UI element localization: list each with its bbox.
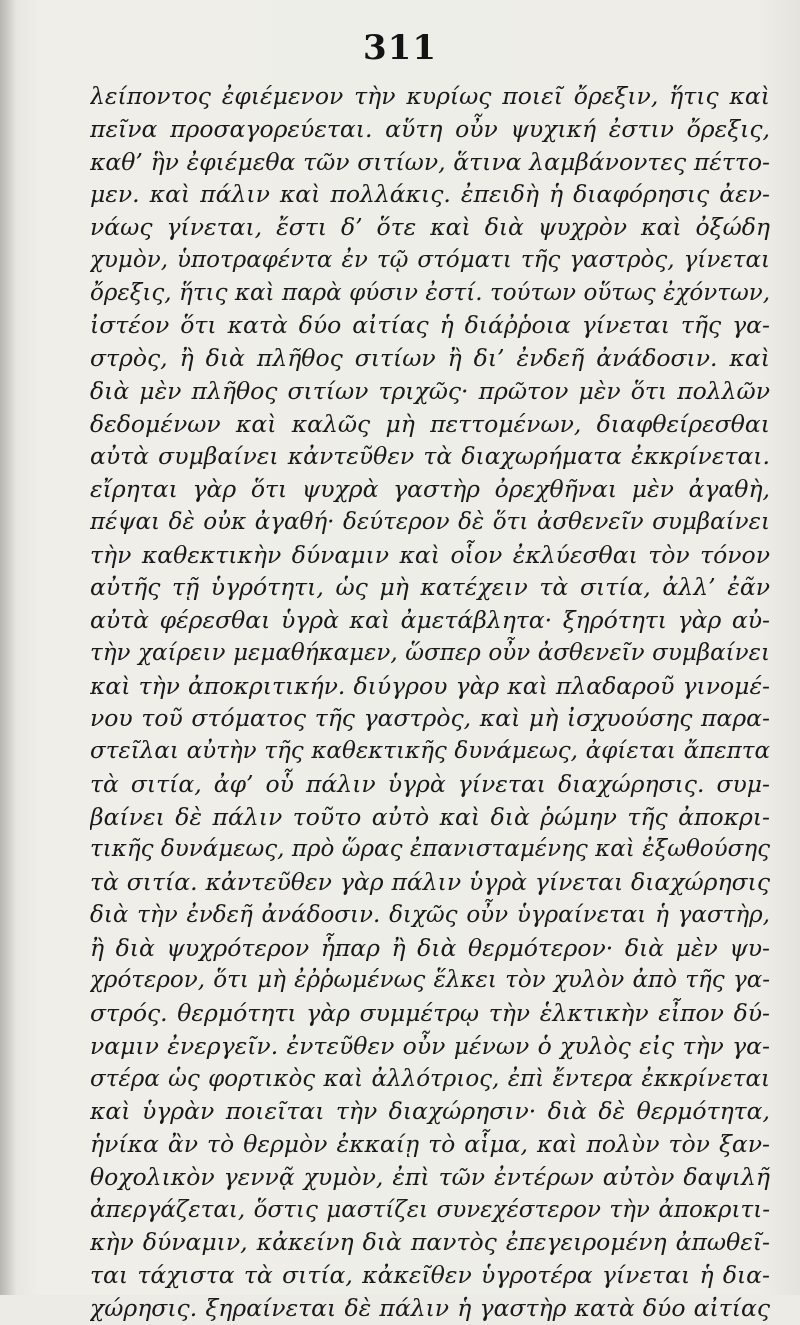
- text-line: νάως γίνεται, ἔστι δ’ ὅτε καὶ διὰ ψυχρὸν καὶ ὀξώδη: [90, 213, 770, 241]
- text-line: νου τοῦ στόματος τῆς γαστρὸς, καὶ μὴ ἰσχυούσης παρα-: [90, 704, 770, 733]
- text-line: στεῖλαι αὐτὴν τῆς καθεκτικῆς δυνάμεως, ἀφίεται ἄπεπτα: [90, 738, 770, 764]
- text-line: πέψαι δὲ οὐκ ἀγαθή· δεύτερον δὲ ὅτι ἀσθενεῖν συμβαίνει: [90, 508, 770, 535]
- text-line: τικῆς δυνάμεως, πρὸ ὥρας ἐπανισταμένης καὶ ἐξωθούσης: [90, 836, 770, 863]
- text-line: θοχολικὸν γεννᾷ χυμὸν, ἐπὶ τῶν ἐντέρων αὐτὸν δαψιλῆ: [90, 1162, 770, 1191]
- text-line: τὰ σιτία, ἀφ’ οὗ πάλιν ὑγρὰ γίνεται διαχώρησις. συμ-: [90, 769, 770, 798]
- page-number: 311: [363, 28, 437, 68]
- text-line: ἡνίκα ἂν τὸ θερμὸν ἐκκαίῃ τὸ αἷμα, καὶ πολὺν τὸν ξαν-: [90, 1130, 770, 1158]
- text-line: λείποντος ἐφιέμενον τὴν κυρίως ποιεῖ ὄρεξιν, ἥτις καὶ: [90, 82, 770, 110]
- text-line: χώρησις. ξηραίνεται δὲ πάλιν ἡ γαστὴρ κατὰ δύο αἰτίας: [90, 1293, 770, 1322]
- text-line: κὴν δύναμιν, κἀκείνη διὰ παντὸς ἐπεγειρομένη ἀπωθεῖ-: [90, 1228, 770, 1257]
- text-line: τὰ σιτία. κἀντεῦθεν γὰρ πάλιν ὑγρὰ γίνεται διαχώρησις: [90, 868, 770, 896]
- text-line: καὶ ὑγρὰν ποιεῖται τὴν διαχώρησιν· διὰ δὲ θερμότητα,: [90, 1097, 770, 1126]
- text-line: αὐτὰ συμβαίνει κἀντεῦθεν τὰ διαχωρήματα ἐκκρίνεται.: [90, 442, 770, 471]
- text-line: καὶ τὴν ἀποκριτικήν. διύγρου γὰρ καὶ πλαδαροῦ γινομέ-: [90, 671, 770, 700]
- text-line: τὴν καθεκτικὴν δύναμιν καὶ οἷον ἐκλύεσθαι τὸν τόνον: [90, 540, 770, 569]
- text-line: δεδομένων καὶ καλῶς μὴ πεττομένων, διαφθείρεσθαι: [90, 409, 770, 438]
- text-line: χρότερον, ὅτι μὴ ἐῤῥωμένως ἕλκει τὸν χυλὸν ἀπὸ τῆς γα-: [90, 967, 770, 994]
- text-line: ται τάχιστα τὰ σιτία, κἀκεῖθεν ὑγροτέρα γίνεται ἡ δια-: [90, 1261, 770, 1289]
- text-line: μεν. καὶ πάλιν καὶ πολλάκις. ἐπειδὴ ἡ διαφόρησις ἀεν-: [90, 180, 770, 209]
- text-line: στρός. θερμότητι γὰρ συμμέτρῳ τὴν ἑλκτικὴν εἶπον δύ-: [90, 999, 770, 1027]
- text-line: χυμὸν, ὑποτραφέντα ἐν τῷ στόματι τῆς γαστρὸς, γίνεται: [90, 246, 770, 273]
- text-line: τὴν χαίρειν μεμαθήκαμεν, ὥσπερ οὖν ἀσθενεῖν συμβαίνει: [90, 639, 770, 666]
- text-line: ἢ διὰ ψυχρότερον ἧπαρ ἢ διὰ θερμότερον· διὰ μὲν ψυ-: [90, 933, 770, 962]
- body-text: [90, 80, 770, 1325]
- text-line: στέρα ὡς φορτικὸς καὶ ἀλλότριος, ἐπὶ ἔντερα ἐκκρίνεται: [90, 1065, 770, 1092]
- text-line: διὰ μὲν πλῆθος σιτίων τριχῶς· πρῶτον μὲν ὅτι πολλῶν: [90, 376, 770, 405]
- text-line: βαίνει δὲ πάλιν τοῦτο αὐτὸ καὶ διὰ ῥώμην τῆς ἀποκρι-: [90, 802, 770, 831]
- text-line: ἀπεργάζεται, ὅστις μαστίζει συνεχέστερον τὴν ἀποκριτι-: [90, 1196, 770, 1223]
- text-line: πεῖνα προσαγορεύεται. αὕτη οὖν ψυχική ἐστιν ὄρεξις,: [90, 114, 770, 143]
- text-line: καθ’ ἣν ἐφιέμεθα τῶν σιτίων, ἅτινα λαμβάνοντες πέττο-: [90, 147, 770, 176]
- text-line: ὄρεξις, ἥτις καὶ παρὰ φύσιν ἐστί. τούτων οὕτως ἐχόντων,: [90, 279, 770, 306]
- text-line: αὐτῆς τῇ ὑγρότητι, ὡς μὴ κατέχειν τὰ σιτία, ἀλλ’ ἐᾶν: [90, 573, 770, 602]
- text-line: ἰστέον ὅτι κατὰ δύο αἰτίας ἡ διάῤῥοια γίνεται τῆς γα-: [90, 311, 770, 340]
- text-line: ναμιν ἐνεργεῖν. ἐντεῦθεν οὖν μένων ὁ χυλὸς εἰς τὴν γα-: [90, 1031, 770, 1060]
- text-line: στρὸς, ἢ διὰ πλῆθος σιτίων ἢ δι’ ἐνδεῆ ἀνάδοσιν. καὶ: [90, 344, 770, 372]
- text-line: διὰ τὴν ἐνδεῆ ἀνάδοσιν. διχῶς οὖν ὑγραίνεται ἡ γαστὴρ,: [90, 901, 770, 928]
- text-line: αὐτὰ φέρεσθαι ὑγρὰ καὶ ἀμετάβλητα· ξηρότητι γὰρ αὐ-: [90, 606, 770, 634]
- gutter-shadow: [0, 0, 16, 1295]
- text-line: εἴρηται γὰρ ὅτι ψυχρὰ γαστὴρ ὀρεχθῆναι μὲν ἀγαθὴ,: [90, 475, 770, 503]
